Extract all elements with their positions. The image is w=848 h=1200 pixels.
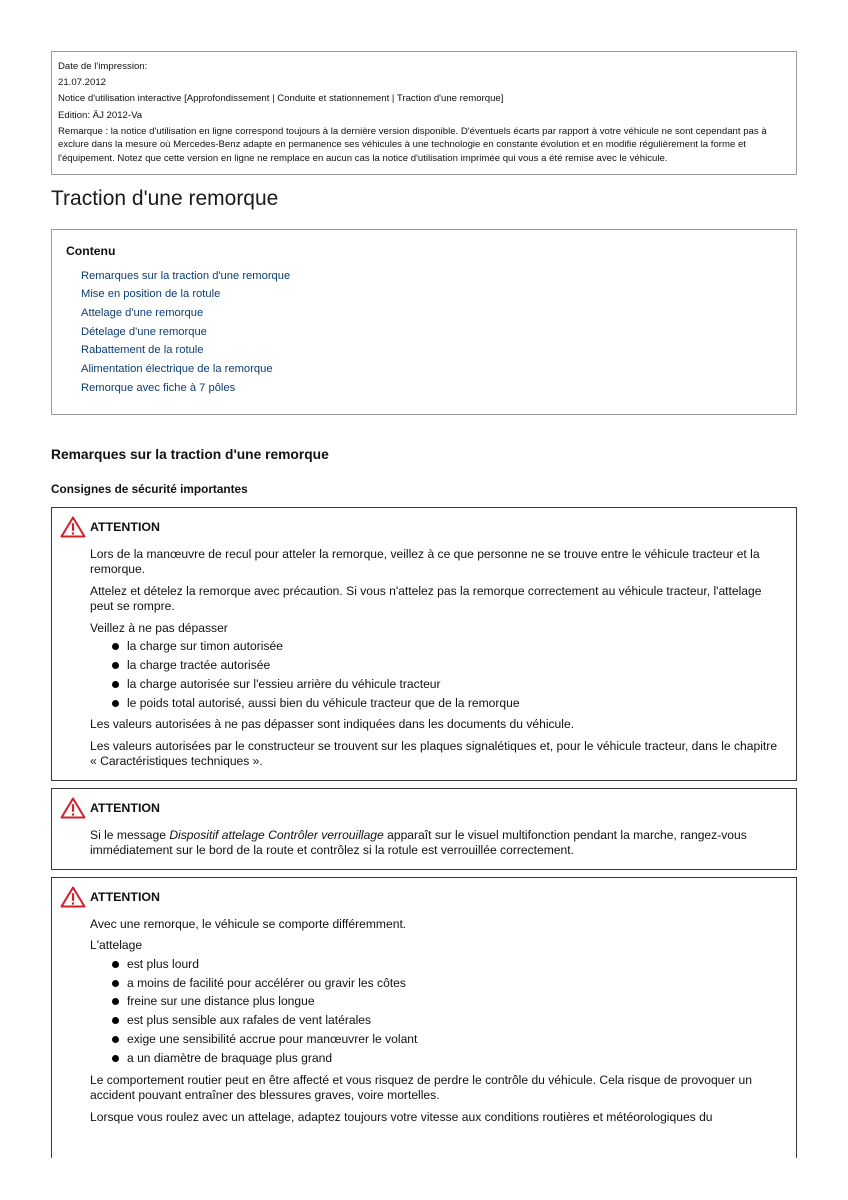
warning-header xyxy=(60,516,782,538)
page-title: Traction d'une remorque xyxy=(51,186,279,210)
table-of-contents xyxy=(51,229,797,415)
list-item: la charge autorisée sur l'essieu arrière du véhicule tracteur xyxy=(90,677,782,693)
warning-text: apparaît sur le visuel multifonction pendant la marche, rangez-vous immédiatement sur le bord de la route et contrôlez si la rotule est verrouillée correctement. xyxy=(90,827,747,858)
subsection-title: Consignes de sécurité importantes xyxy=(51,481,248,496)
warning-header xyxy=(60,886,782,908)
toc-link[interactable]: Remorque avec fiche à 7 pôles xyxy=(81,381,236,394)
warning-box xyxy=(51,788,797,870)
warning-box xyxy=(51,877,797,1158)
warning-text: Si le message xyxy=(90,827,170,842)
warning-body xyxy=(60,917,782,1125)
print-info-box xyxy=(51,51,797,175)
toc-link[interactable]: Mise en position de la rotule xyxy=(81,288,221,301)
toc-link[interactable]: Alimentation électrique de la remorque xyxy=(81,363,273,376)
toc-link[interactable]: Attelage d'une remorque xyxy=(81,307,204,319)
warning-paragraph: Le comportement routier peut en être affecté et vous risquez de perdre le contrôle du véhicule. Cela risque de provoquer un accident pouvant entraîner des blessures graves, voire mortelles. xyxy=(90,1072,752,1103)
warning-paragraph: Attelez et dételez la remorque avec précaution. Si vous n'attelez pas la remorque correctement au véhicule tracteur, l'attelage peut se rompre. xyxy=(90,583,762,614)
toc-link[interactable]: Rabattement de la rotule xyxy=(81,344,204,357)
warning-triangle-icon xyxy=(60,886,86,908)
warning-paragraph: Veillez à ne pas dépasser xyxy=(90,620,228,635)
warning-label: ATTENTION xyxy=(90,519,160,534)
warning-list xyxy=(90,639,782,711)
warning-paragraph: Avec une remorque, le véhicule se comporte différemment. xyxy=(90,916,407,931)
warning-paragraph xyxy=(90,828,782,859)
list-item: la charge sur timon autorisée xyxy=(90,639,782,655)
warning-body xyxy=(60,828,782,859)
warning-list xyxy=(90,957,782,1067)
breadcrumb: Notice d'utilisation interactive [Approfondissement | Conduite et stationnement | Traction d'une remorque] xyxy=(58,93,504,105)
warning-body xyxy=(60,547,782,770)
warning-label: ATTENTION xyxy=(90,889,160,904)
warning-paragraph: Les valeurs autorisées à ne pas dépasser sont indiquées dans les documents du véhicule. xyxy=(90,717,575,732)
warning-triangle-icon xyxy=(60,797,86,819)
list-item: la charge tractée autorisée xyxy=(90,658,782,674)
warning-paragraph: Lors de la manœuvre de recul pour atteler la remorque, veillez à ce que personne ne se trouve entre le véhicule tracteur et la remorque. xyxy=(90,546,760,577)
list-item: est plus lourd xyxy=(90,957,782,973)
online-notice-remark: Remarque : la notice d'utilisation en ligne correspond toujours à la dernière version disponible. D'éventuels écarts par rapport à votre véhicule ne sont cependant pas à exclure dans la mesure où Mercedes-Benz adapte en permanence ses véhicules à une technologie en constante évolution et en modifie régulièrement la forme et l'équipement. Notez que cette version en ligne ne remplace en aucun cas la notice d'utilisation imprimée qui vous a été remise avec le véhicule. xyxy=(58,125,767,164)
warning-paragraph: Les valeurs autorisées par le constructeur se trouvent sur les plaques signalétiques et, pour le véhicule tracteur, dans le chapitre « Caractéristiques techniques ». xyxy=(90,738,778,769)
list-item: est plus sensible aux rafales de vent latérales xyxy=(90,1013,782,1029)
warning-header xyxy=(60,797,782,819)
toc-link[interactable]: Remarques sur la traction d'une remorque xyxy=(81,269,291,282)
warning-triangle-icon xyxy=(60,516,86,538)
toc-list xyxy=(66,267,782,398)
warning-paragraph: Lorsque vous roulez avec un attelage, adaptez toujours votre vitesse aux conditions routières et météorologiques du xyxy=(90,1109,713,1124)
list-item: exige une sensibilité accrue pour manœuvrer le volant xyxy=(90,1032,782,1048)
print-date-label: Date de l'impression: xyxy=(58,61,148,72)
list-item: le poids total autorisé, aussi bien du véhicule tracteur que de la remorque xyxy=(90,696,782,712)
list-item: a un diamètre de braquage plus grand xyxy=(90,1051,782,1067)
toc-link[interactable]: Dételage d'une remorque xyxy=(81,325,207,338)
warning-paragraph: L'attelage xyxy=(90,938,143,953)
document-page xyxy=(51,51,797,1158)
list-item: freine sur une distance plus longue xyxy=(90,994,782,1010)
print-date: 21.07.2012 xyxy=(58,77,107,89)
list-item: a moins de facilité pour accélérer ou gravir les côtes xyxy=(90,976,782,992)
warning-label: ATTENTION xyxy=(90,800,160,815)
warning-box xyxy=(51,507,797,781)
edition: Edition: ÄJ 2012-Va xyxy=(58,109,143,121)
toc-title: Contenu xyxy=(66,243,116,258)
section-title: Remarques sur la traction d'une remorque xyxy=(51,446,329,462)
display-message: Dispositif attelage Contrôler verrouillage xyxy=(169,827,384,842)
